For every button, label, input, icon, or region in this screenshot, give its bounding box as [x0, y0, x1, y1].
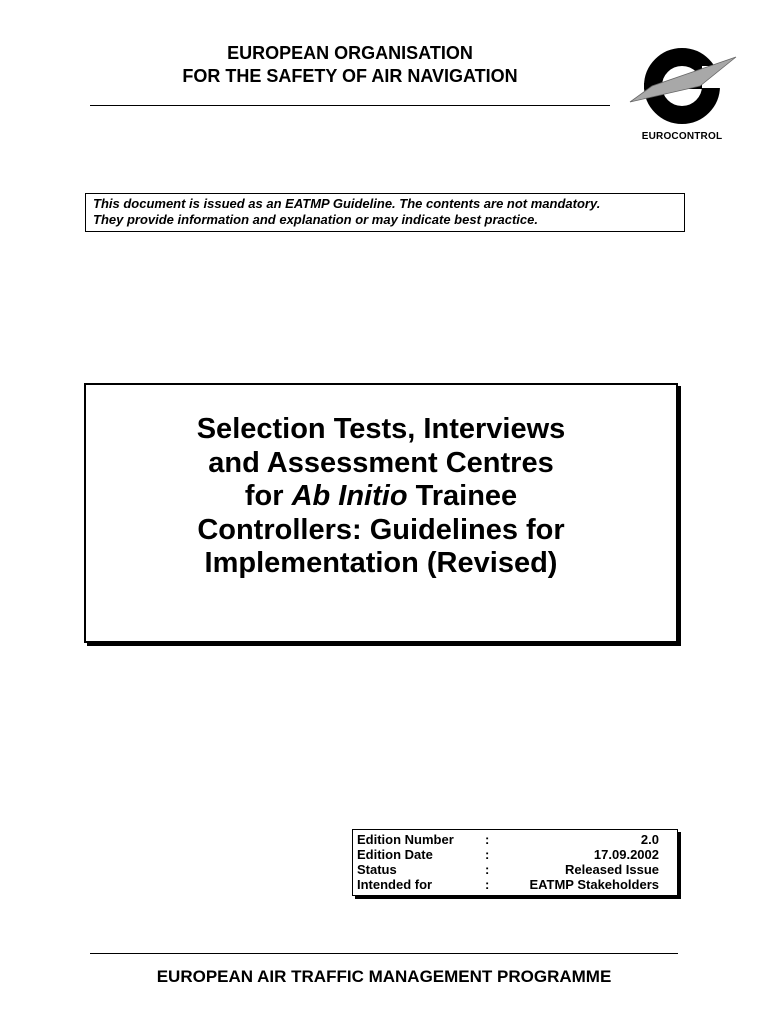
edition-row — [357, 847, 659, 862]
edition-number-separator: : — [485, 832, 490, 847]
document-title-box — [84, 383, 678, 643]
disclaimer-line1: This document is issued as an EATMP Guideline. The contents are not mandatory. — [93, 196, 601, 211]
organisation-header — [90, 42, 610, 88]
title-line5: Implementation (Revised) — [204, 547, 558, 579]
organisation-name-line1: EUROPEAN ORGANISATION — [227, 43, 473, 63]
title-line2: and Assessment Centres — [208, 446, 554, 479]
title-line3 — [86, 480, 676, 514]
status-value: Released Issue — [565, 862, 659, 877]
eurocontrol-logo — [626, 42, 738, 144]
intended-for-label: Intended for — [357, 877, 433, 892]
disclaimer-box — [85, 193, 685, 232]
title-line4: Controllers: Guidelines for — [197, 513, 565, 546]
document-title — [86, 413, 676, 581]
eurocontrol-logo-icon — [626, 42, 738, 130]
edition-date-separator: : — [485, 847, 490, 862]
edition-row — [357, 862, 659, 877]
edition-date-value: 17.09.2002 — [593, 847, 659, 862]
programme-footer: EUROPEAN AIR TRAFFIC MANAGEMENT PROGRAMME — [156, 967, 612, 986]
title-line3-prefix: for — [244, 480, 284, 512]
intended-for-separator: : — [485, 877, 490, 892]
organisation-name-line2: FOR THE SAFETY OF AIR NAVIGATION — [182, 66, 518, 86]
disclaimer-line2: They provide information and explanation or may indicate best practice. — [93, 212, 538, 227]
title-line1: Selection Tests, Interviews — [196, 413, 566, 445]
title-line3-italic: Ab Initio — [291, 480, 408, 512]
edition-date-label: Edition Date — [357, 847, 433, 862]
edition-row — [357, 877, 659, 892]
intended-for-value: EATMP Stakeholders — [529, 877, 659, 892]
footer-divider — [90, 953, 678, 954]
status-label: Status — [357, 862, 397, 877]
edition-info-box — [352, 829, 678, 896]
edition-row — [357, 832, 659, 847]
logo-caption: EUROCONTROL — [641, 131, 723, 142]
edition-number-label: Edition Number — [357, 832, 454, 847]
header-divider — [90, 105, 610, 106]
edition-number-value: 2.0 — [640, 832, 659, 847]
status-separator: : — [485, 862, 490, 877]
title-line3-suffix: Trainee — [415, 480, 518, 512]
